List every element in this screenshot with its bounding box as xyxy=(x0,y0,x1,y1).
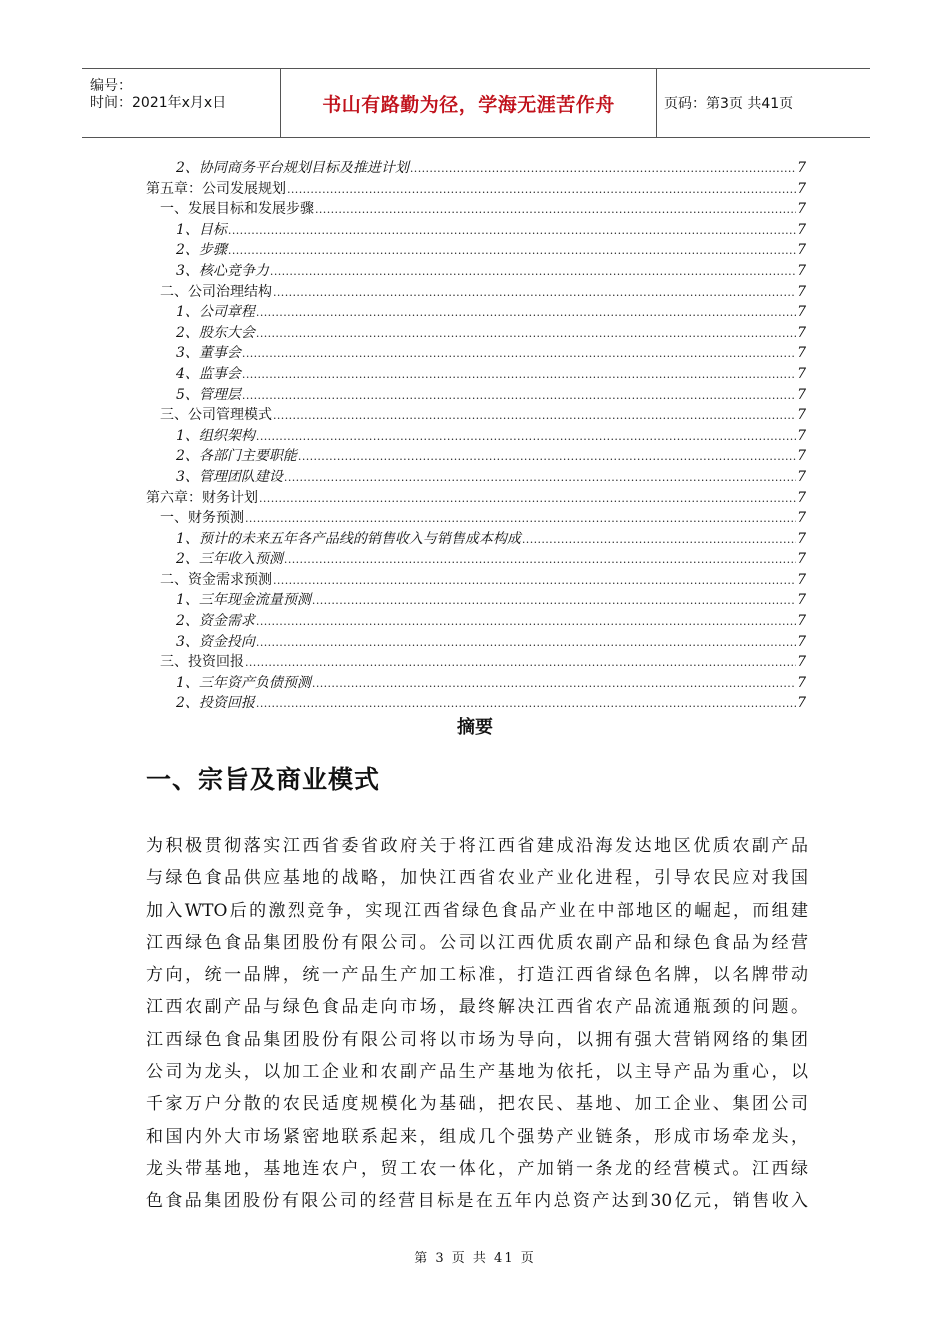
body-line: 千家万户分散的农民适度规模化为基础，把农民、基地、加工企业、集团公司 xyxy=(146,1094,808,1115)
toc-entry-page: 7 xyxy=(797,654,806,671)
toc-entry-page: 7 xyxy=(797,571,806,588)
toc-leader-dots xyxy=(284,550,796,571)
toc-entry[interactable] xyxy=(146,323,806,344)
toc-entry[interactable] xyxy=(146,446,806,467)
toc-entry[interactable] xyxy=(146,385,806,406)
toc-leader-dots xyxy=(410,159,796,180)
toc-entry[interactable] xyxy=(146,220,806,241)
toc-entry[interactable] xyxy=(146,693,806,714)
toc-leader-dots xyxy=(242,386,796,407)
toc-entry-title: 1、三年资产负债预测 xyxy=(176,674,311,691)
toc-leader-dots xyxy=(270,262,796,283)
toc-entry[interactable] xyxy=(146,302,806,323)
toc-entry[interactable] xyxy=(146,673,806,694)
toc-entry-page: 7 xyxy=(797,180,806,197)
page-header xyxy=(82,68,870,138)
body-line: 江西绿色食品集团股份有限公司。公司以江西优质农副产品和绿色食品为经营 xyxy=(146,932,808,953)
toc-entry-title: 2、投资回报 xyxy=(176,695,255,712)
toc-entry-page: 7 xyxy=(797,201,806,218)
body-text xyxy=(146,830,808,1218)
toc-entry-page: 7 xyxy=(797,221,806,238)
header-motto: 书山有路勤为径，学海无涯苦作舟 xyxy=(322,93,615,116)
toc-entry-title: 2、股东大会 xyxy=(176,324,255,341)
toc-entry-title: 1、组织架构 xyxy=(176,427,255,444)
toc-entry-title: 第五章：公司发展规划 xyxy=(146,180,286,197)
body-line: 公司为龙头，以加工企业和农副产品生产基地为依托，以主导产品为重心，以 xyxy=(146,1062,808,1083)
header-page-info: 页码：第3页 共41页 xyxy=(664,96,794,112)
toc-entry[interactable] xyxy=(146,282,806,303)
toc-leader-dots xyxy=(273,406,796,427)
toc-entry-page: 7 xyxy=(797,448,806,465)
table-of-contents xyxy=(146,158,806,714)
toc-entry-page: 7 xyxy=(797,613,806,630)
toc-leader-dots xyxy=(256,612,796,633)
toc-leader-dots xyxy=(312,674,796,695)
toc-leader-dots xyxy=(273,283,796,304)
toc-leader-dots xyxy=(228,241,796,262)
toc-entry-page: 7 xyxy=(797,160,806,176)
toc-leader-dots xyxy=(284,468,796,489)
toc-leader-dots xyxy=(245,653,796,674)
abstract-title: 摘要 xyxy=(457,717,493,738)
toc-entry-title: 1、三年现金流量预测 xyxy=(176,592,311,609)
body-line: 为积极贯彻落实江西省委省政府关于将江西省建成沿海发达地区优质农副产品 xyxy=(146,836,808,856)
toc-entry-page: 7 xyxy=(797,530,806,547)
toc-entry-title: 1、预计的未来五年各产品线的销售收入与销售成本构成 xyxy=(176,530,521,547)
body-line: 和国内外大市场紧密地联系起来，组成几个强势产业链条，形成市场牵龙头， xyxy=(146,1126,808,1147)
toc-leader-dots xyxy=(256,427,796,448)
toc-leader-dots xyxy=(273,571,796,592)
toc-entry-title: 1、目标 xyxy=(176,221,227,238)
toc-entry-title: 3、董事会 xyxy=(176,345,241,362)
toc-entry[interactable] xyxy=(146,426,806,447)
toc-entry-page: 7 xyxy=(797,324,806,341)
body-line: 加入WTO后的激烈竞争，实现江西省绿色食品产业在中部地区的崛起，而组建 xyxy=(146,900,808,921)
toc-entry-page: 7 xyxy=(797,551,806,568)
toc-entry-page: 7 xyxy=(797,242,806,259)
toc-leader-dots xyxy=(256,303,796,324)
toc-leader-dots xyxy=(256,633,796,654)
toc-entry-title: 5、管理层 xyxy=(176,386,241,403)
toc-entry-page: 7 xyxy=(797,510,806,527)
toc-entry-page: 7 xyxy=(797,262,806,279)
toc-entry-page: 7 xyxy=(797,304,806,321)
section-title: 一、宗旨及商业模式 xyxy=(146,765,381,794)
toc-leader-dots xyxy=(315,200,796,221)
toc-entry[interactable] xyxy=(146,199,806,220)
toc-entry[interactable] xyxy=(146,240,806,261)
toc-entry-title: 二、资金需求预测 xyxy=(160,571,272,588)
body-line: 江西绿色食品集团股份有限公司将以市场为导向，以拥有强大营销网络的集团 xyxy=(146,1029,808,1050)
toc-entry-page: 7 xyxy=(797,365,806,382)
toc-entry-title: 三、投资回报 xyxy=(160,654,244,671)
body-line: 色食品集团股份有限公司的经营目标是在五年内总资产达到30亿元，销售收入 xyxy=(146,1191,808,1212)
toc-entry-title: 3、管理团队建设 xyxy=(176,468,283,485)
toc-entry-page: 7 xyxy=(797,345,806,362)
toc-entry-title: 3、资金投向 xyxy=(176,633,255,650)
time-label: 时间：2021年x月x日 xyxy=(90,95,227,111)
toc-entry[interactable] xyxy=(146,508,806,529)
toc-leader-dots xyxy=(256,694,796,715)
toc-entry-page: 7 xyxy=(797,674,806,691)
toc-entry-page: 7 xyxy=(797,489,806,506)
toc-entry-title: 一、发展目标和发展步骤 xyxy=(160,201,314,218)
toc-leader-dots xyxy=(298,447,796,468)
toc-entry-title: 2、各部门主要职能 xyxy=(176,448,297,465)
toc-entry[interactable] xyxy=(146,611,806,632)
toc-entry-title: 2、三年收入预测 xyxy=(176,551,283,568)
toc-entry[interactable] xyxy=(146,405,806,426)
header-motto-cell xyxy=(281,69,657,137)
toc-leader-dots xyxy=(256,324,796,345)
body-line: 与绿色食品供应基地的战略，加快江西省农业产业化进程，引导农民应对我国 xyxy=(146,868,808,889)
toc-leader-dots xyxy=(522,530,796,551)
toc-entry-title: 一、财务预测 xyxy=(160,510,244,527)
body-line: 龙头带基地，基地连农户，贸工农一体化，产加销一条龙的经营模式。江西绿 xyxy=(146,1158,808,1179)
toc-entry[interactable] xyxy=(146,549,806,570)
toc-leader-dots xyxy=(242,365,796,386)
toc-entry[interactable] xyxy=(146,488,806,509)
toc-entry[interactable] xyxy=(146,158,806,179)
toc-entry[interactable] xyxy=(146,632,806,653)
toc-entry[interactable] xyxy=(146,467,806,488)
toc-entry[interactable] xyxy=(146,570,806,591)
toc-entry[interactable] xyxy=(146,652,806,673)
toc-entry-page: 7 xyxy=(797,695,806,712)
header-meta-cell xyxy=(82,69,281,137)
toc-entry-title: 三、公司管理模式 xyxy=(160,407,272,424)
toc-entry-page: 7 xyxy=(797,427,806,444)
toc-entry-page: 7 xyxy=(797,592,806,609)
toc-entry-title: 二、公司治理结构 xyxy=(160,283,272,300)
body-line: 江西农副产品与绿色食品走向市场，最终解决江西省农产品流通瓶颈的问题。 xyxy=(146,997,808,1018)
toc-leader-dots xyxy=(312,591,796,612)
toc-leader-dots xyxy=(287,180,796,201)
number-label: 编号： xyxy=(90,78,132,94)
header-page-cell xyxy=(657,69,870,137)
toc-entry[interactable] xyxy=(146,529,806,550)
toc-entry-title: 2、步骤 xyxy=(176,242,227,259)
toc-entry[interactable] xyxy=(146,364,806,385)
toc-entry[interactable] xyxy=(146,261,806,282)
toc-leader-dots xyxy=(242,344,796,365)
toc-entry-page: 7 xyxy=(797,283,806,300)
toc-entry-title: 第六章：财务计划 xyxy=(146,489,258,506)
toc-entry-page: 7 xyxy=(797,386,806,403)
toc-leader-dots xyxy=(259,489,796,510)
toc-entry[interactable] xyxy=(146,343,806,364)
toc-entry-page: 7 xyxy=(797,633,806,650)
toc-leader-dots xyxy=(228,221,796,242)
toc-entry-page: 7 xyxy=(797,407,806,424)
toc-entry-title: 4、监事会 xyxy=(176,365,241,382)
toc-entry-title: 2、资金需求 xyxy=(176,613,255,630)
toc-entry-title: 3、核心竞争力 xyxy=(176,262,269,279)
toc-entry-page: 7 xyxy=(797,468,806,485)
toc-entry-title: 2、协同商务平台规划目标及推进计划 xyxy=(176,160,409,176)
page-footer: 第 3 页 共 41 页 xyxy=(414,1251,536,1266)
toc-entry[interactable] xyxy=(146,590,806,611)
toc-entry-title: 1、公司章程 xyxy=(176,304,255,321)
toc-leader-dots xyxy=(245,509,796,530)
body-line: 方向，统一品牌，统一产品生产加工标准，打造江西省绿色名牌，以名牌带动 xyxy=(146,965,808,986)
toc-entry[interactable] xyxy=(146,179,806,200)
